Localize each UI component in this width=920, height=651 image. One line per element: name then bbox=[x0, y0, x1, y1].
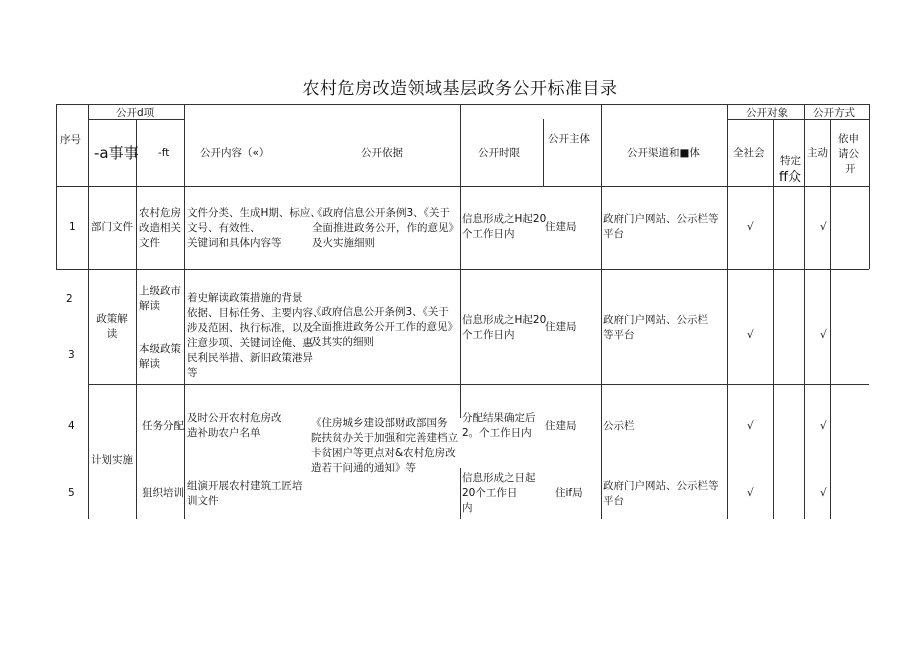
header-mode-apply-2: 请公 bbox=[838, 148, 859, 160]
row4-active-check: √ bbox=[820, 420, 827, 432]
row2-seq: 2 bbox=[66, 293, 73, 305]
header-target-specific-2: ff众 bbox=[779, 170, 801, 185]
header-item-group: 公开d项 bbox=[116, 107, 155, 119]
row2-basis: 《政府信息公开条例3、《关于 全面推进政务公开工作的意见》 及其实的细则 bbox=[311, 306, 458, 348]
row1-subject: 住建局 bbox=[545, 221, 577, 233]
header-item-b: -ft bbox=[158, 147, 170, 159]
header-item-a: -a事事 bbox=[94, 144, 139, 162]
header-target-all: 全社会 bbox=[733, 147, 765, 159]
row5-seq: 5 bbox=[68, 487, 75, 499]
document-title: 农村危房改造领域基层政务公开标准目录 bbox=[302, 79, 618, 99]
row5-channel: 政府门户网站、公示栏等 平台 bbox=[603, 480, 719, 507]
header-time: 公开时限 bbox=[478, 147, 520, 159]
row1-channel: 政府门户网站、公示栏等 平台 bbox=[603, 213, 719, 240]
header-subject: 公开主体 bbox=[548, 133, 590, 145]
row4-basis: 《住房城乡建设部财政部国务 院扶贫办关于加强和完善建档立 卡贫困户等更点对&农村危房改 造若干问通的通知》等 bbox=[311, 417, 458, 474]
row2-time: 信息形成之H起20 个工作日内 bbox=[462, 314, 547, 341]
row5-subject: 住if局 bbox=[555, 487, 583, 499]
header-target-specific: 特定 bbox=[780, 155, 801, 167]
header-seq: 序号 bbox=[60, 134, 81, 146]
header-mode-apply-3: 开 bbox=[845, 163, 856, 175]
row4-subcategory: 任务分配 bbox=[142, 420, 184, 432]
row4-all-check: √ bbox=[747, 420, 754, 432]
row2-channel: 政府门户网站、公示栏 等平台 bbox=[603, 314, 708, 341]
row2-content: 着史解读政策措施的背景 依据、目标任务、主要内容、 涉及范困、执行标准，以及 注意步项、关键词诠俺、惠 民利民举措、新旧政策港异 等 bbox=[187, 292, 324, 379]
row5-active-check: √ bbox=[820, 487, 827, 499]
row1-time: 信息形成之H起20 个工作日内 bbox=[462, 213, 547, 240]
row4-category: 计划实施 bbox=[91, 454, 133, 466]
row2-category: 政策解 读 bbox=[96, 313, 128, 340]
row1-category: 部门文件 bbox=[91, 221, 133, 233]
row4-subject: 住建局 bbox=[545, 420, 577, 432]
header-content: 公开内容（«） bbox=[200, 147, 270, 159]
row2-subcategory: 上级政市 解读 bbox=[139, 285, 181, 312]
row2-active-check: √ bbox=[820, 329, 827, 341]
row5-all-check: √ bbox=[747, 487, 754, 499]
row1-active-check: √ bbox=[820, 221, 827, 233]
row2-all-check: √ bbox=[747, 329, 754, 341]
row5-time: 信息形成之日起 20个工作日 内 bbox=[462, 472, 536, 514]
row1-content: 文件分类、生成H期、标应、 文号、有效性、 关键词和具体内容等 bbox=[187, 207, 321, 249]
row1-basis: 《政府信息公开条例3、《关于 全面推进政务公开，作的意见》 及火实施细则 bbox=[312, 207, 459, 249]
row5-subcategory: 狙织培训 bbox=[142, 487, 184, 499]
row4-time: 分配结果确定后 2。个工作日内 bbox=[462, 412, 536, 439]
row4-channel: 公示栏 bbox=[603, 420, 635, 432]
row4-seq: 4 bbox=[68, 420, 75, 432]
row3-subcategory: 本级政策 解读 bbox=[139, 343, 181, 370]
header-basis: 公开依据 bbox=[361, 147, 403, 159]
row1-subcategory: 农村危房 改造相关 文件 bbox=[139, 207, 181, 249]
row2-subject: 住建局 bbox=[545, 321, 577, 333]
header-mode-group: 公开方式 bbox=[813, 107, 855, 119]
row4-content: 及时公开农村危房改 造补助农户名单 bbox=[187, 412, 282, 439]
row5-content: 组演开展农村建筑工匠培 训文件 bbox=[187, 480, 303, 507]
header-channel: 公开渠道和■体 bbox=[627, 147, 700, 159]
row3-seq: 3 bbox=[68, 349, 75, 361]
row1-seq: 1 bbox=[69, 221, 76, 233]
header-mode-apply: 依申 bbox=[838, 133, 859, 145]
header-mode-active: 主动 bbox=[807, 147, 828, 159]
row1-all-check: √ bbox=[747, 221, 754, 233]
header-target-group: 公开对象 bbox=[746, 107, 788, 119]
